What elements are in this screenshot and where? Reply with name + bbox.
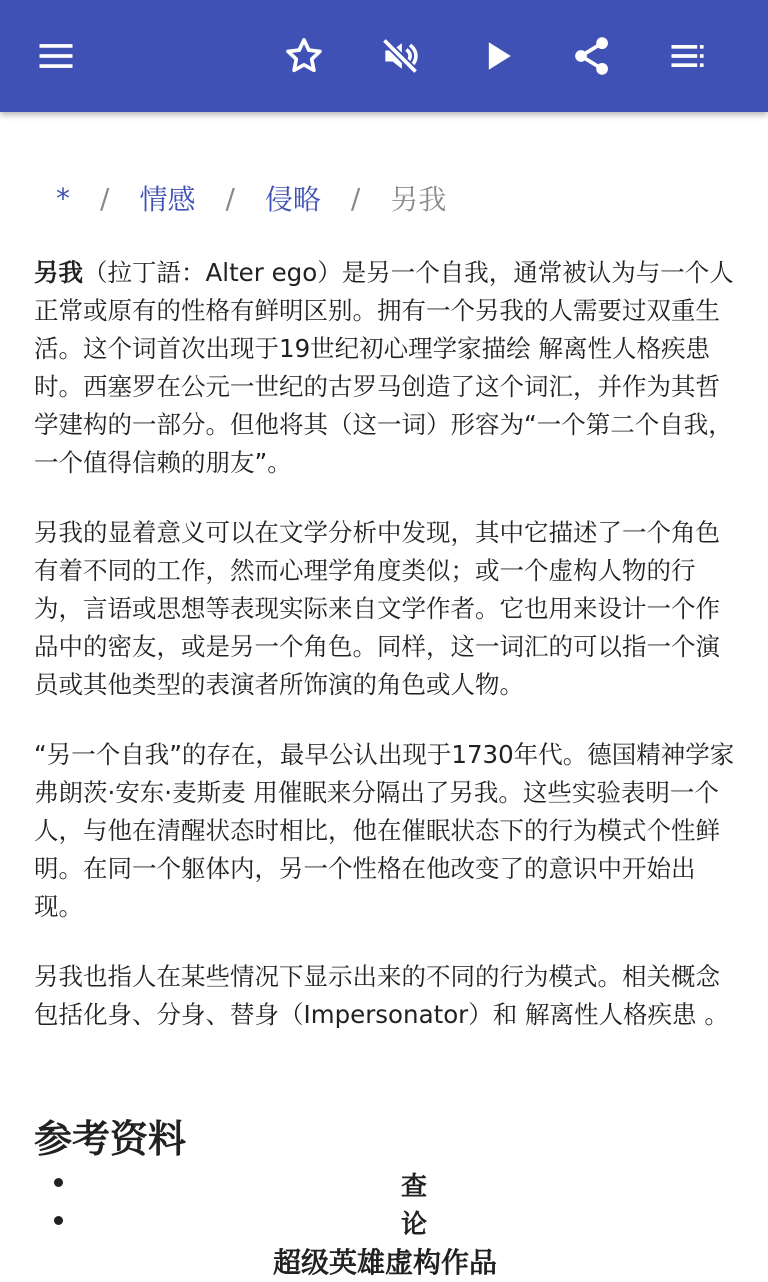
- breadcrumb-item-emotion[interactable]: 情感: [139, 183, 196, 216]
- breadcrumb-item-aggression[interactable]: 侵略: [264, 183, 321, 216]
- bullet-icon: [54, 1216, 63, 1225]
- star-icon: [282, 34, 326, 78]
- share-button[interactable]: [564, 28, 620, 84]
- article-paragraph-text: （拉丁語：Alter ego）是另一个自我，通常被认为与一个人正常或原有的性格有鲜明区别。拥有一个另我的人需要过双重生活。这个词首次出现于19世纪初心理学家描绘 解离性人格疾患 时。西塞罗在公元一世纪的古罗马创造了这个词汇，并作为其哲学建构的一部分。但他将其（这一词）形容为“一个第二个自我，一个值得信赖的朋友”。: [34, 258, 734, 477]
- list-item: [34, 1168, 736, 1206]
- share-icon: [570, 34, 614, 78]
- menu-icon: [34, 34, 78, 78]
- app-bar: [0, 0, 768, 112]
- article-paragraph: [34, 254, 736, 482]
- reference-link-talk[interactable]: 论: [400, 1210, 427, 1240]
- breadcrumb: [34, 176, 446, 220]
- breadcrumb-separator: /: [350, 181, 361, 215]
- bullet-icon: [54, 1178, 63, 1187]
- favorite-button[interactable]: [276, 28, 332, 84]
- breadcrumb-separator: /: [225, 181, 235, 215]
- menu-button[interactable]: [28, 28, 84, 84]
- list-item: [34, 1206, 736, 1244]
- article-paragraph: 另我也指人在某些情况下显示出来的不同的行为模式。相关概念包括化身、分身、替身（Impersonator）和 解离性人格疾患 。: [34, 962, 729, 1029]
- play-button[interactable]: [470, 28, 526, 84]
- reference-link-view[interactable]: 查: [400, 1172, 427, 1202]
- playlist-icon: [666, 34, 710, 78]
- toc-button[interactable]: [660, 28, 716, 84]
- volume-off-icon: [378, 34, 422, 78]
- references-list: [34, 1168, 736, 1244]
- navbox-title: 超级英雄虚构作品: [272, 1246, 497, 1279]
- breadcrumb-current: 另我: [390, 183, 447, 216]
- breadcrumb-item-home[interactable]: *: [56, 181, 70, 215]
- article-body: [34, 254, 736, 1066]
- play-icon: [476, 34, 520, 78]
- article-paragraph: 另我的显着意义可以在文学分析中发现，其中它描述了一个角色有着不同的工作，然而心理学角度类似；或一个虚构人物的行为，言语或思想等表现实际来自文学作者。它也用来设计一个作品中的密友，或是另一个角色。同样，这一词汇的可以指一个演员或其他类型的表演者所饰演的角色或人物。: [34, 518, 720, 699]
- mute-button[interactable]: [372, 28, 428, 84]
- breadcrumb-separator: /: [100, 181, 110, 215]
- article-term: 另我: [34, 258, 83, 287]
- article-paragraph: “另一个自我”的存在，最早公认出现于1730年代。德国精神学家 弗朗茨·安东·麦斯麦 用催眠来分隔出了另我。这些实验表明一个人，与他在清醒状态时相比，他在催眠状态下的行为模式个性鲜明。在同一个躯体内，另一个性格在他改变了的意识中开始出现。: [34, 740, 735, 921]
- references-heading: 参考资料: [34, 1117, 187, 1161]
